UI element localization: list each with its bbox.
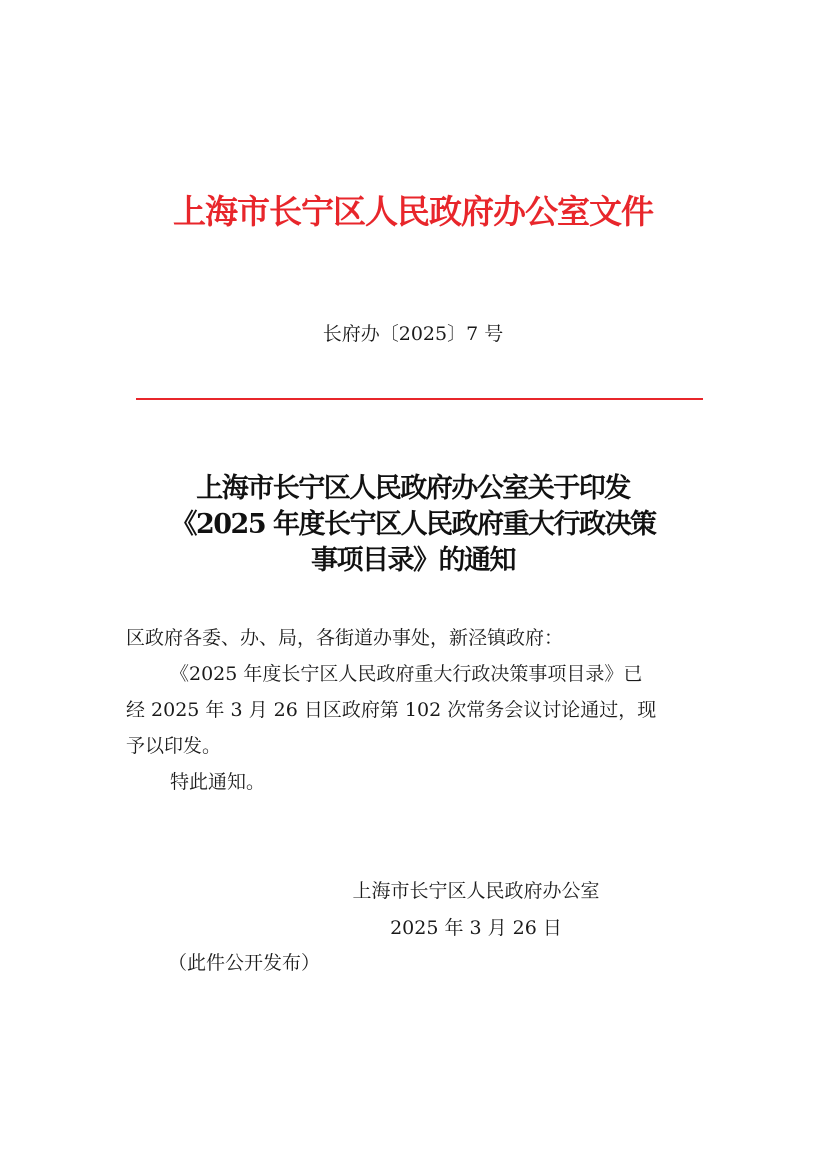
signing-date: 2025 年 3 月 26 日 <box>390 917 562 939</box>
document-number: 长府办〔2025〕7 号 <box>322 323 504 345</box>
body-paragraph-line-2: 经 2025 年 3 月 26 日区政府第 102 次常务会议讨论通过，现 <box>126 699 657 721</box>
document-title-line-2: 《2025 年度长宁区人民政府重大行政决策 <box>170 509 656 540</box>
signing-organization: 上海市长宁区人民政府办公室 <box>352 880 600 902</box>
addressee-line: 区政府各委、办、局，各街道办事处，新泾镇政府： <box>126 627 564 649</box>
body-paragraph <box>126 656 706 764</box>
document-title-line-1: 上海市长宁区人民政府办公室关于印发 <box>196 473 630 504</box>
closing-remark: 特此通知。 <box>170 771 266 793</box>
body-paragraph-line-3: 予以印发。 <box>126 735 222 757</box>
body-paragraph-line-1: 《2025 年度长宁区人民政府重大行政决策事项目录》已 <box>170 663 643 685</box>
publication-note: （此件公开发布） <box>168 952 321 974</box>
red-divider-line <box>136 398 703 400</box>
document-title-line-3: 事项目录》的通知 <box>311 545 515 576</box>
issuer-title: 上海市长宁区人民政府办公室文件 <box>173 192 653 231</box>
document-title <box>0 471 826 579</box>
